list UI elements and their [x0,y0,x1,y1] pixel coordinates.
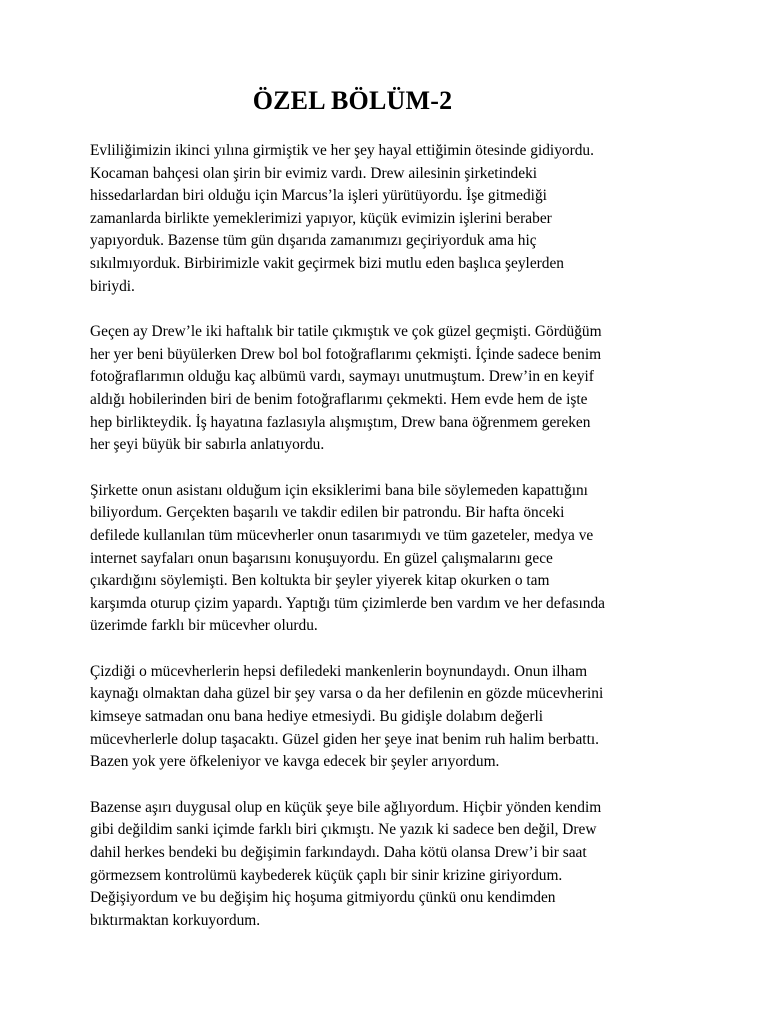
text-line: mücevherlerle dolup taşacaktı. Güzel giden her şeye inat benim ruh halim berbattı. [90,730,599,748]
text-line: hissedarlardan biri olduğu için Marcus’la işleri yürütüyordu. İşe gitmediği [90,187,547,205]
text-line: Değişiyordum ve bu değişim hiç hoşuma gitmiyordu çünkü onu kendimden [90,889,556,907]
text-line: dahil herkes bendeki bu değişimin farkındaydı. Daha kötü olansa Drew’i bir saat [90,844,587,862]
text-line: kaynağı olmaktan daha güzel bir şey varsa o da her defilenin en gözde mücevherini [90,685,604,703]
paragraph-5 [90,797,690,933]
text-line: kimseye satmadan onu bana hediye etmesiydi. Bu gidişle dolabım değerli [90,708,544,726]
document-body [90,140,690,955]
text-line: aldığı hobilerinden biri de benim fotoğraflarımı çekmekti. Hem evde hem de işte [90,390,588,408]
text-line: Bazense aşırı duygusal olup en küçük şeye bile ağlıyordum. Hiçbir yönden kendim [90,798,602,816]
text-line: gibi değildim sanki içimde farklı biri çıkmıştı. Ne yazık ki sadece ben değil, Drew [90,821,597,839]
text-line: Bazen yok yere öfkeleniyor ve kavga edecek bir şeyler arıyordum. [90,753,500,771]
text-line: hep birlikteydik. İş hayatına fazlasıyla alışmıştım, Drew bana öğrenmem gereken [90,413,591,431]
text-line: Geçen ay Drew’le iki haftalık bir tatile çıkmıştık ve çok güzel geçmişti. Gördüğüm [90,323,602,341]
text-line: Şirkette onun asistanı olduğum için eksiklerimi bana bile söylemeden kapattığını [90,481,588,499]
text-line: biliyordum. Gerçekten başarılı ve takdir edilen bir patrondu. Bir hafta önceki [90,504,565,522]
text-line: internet sayfaları onun başarısını konuşuyordu. En güzel çalışmalarını gece [90,549,553,567]
text-line: defilede kullanılan tüm mücevherler onun tasarımıydı ve tüm gazeteler, medya ve [90,526,594,544]
text-line: yapıyorduk. Bazense tüm gün dışarıda zamanımızı geçiriyorduk ama hiç [90,232,537,250]
paragraph-1 [90,140,690,298]
text-line: biriydi. [90,277,135,295]
paragraph-4 [90,661,690,774]
text-line: karşımda oturup çizim yapardı. Yaptığı tüm çizimlerde ben vardım ve her defasında [90,594,606,612]
text-line: her yer beni büyülerken Drew bol bol fotoğraflarımı çekmişti. İçinde sadece benim [90,345,602,363]
text-line: Çizdiği o mücevherlerin hepsi defiledeki mankenlerin boynundaydı. Onun ilham [90,662,588,680]
text-line: sıkılmıyorduk. Birbirimizle vakit geçirmek bizi mutlu eden başlıca şeylerden [90,254,564,272]
text-line: Kocaman bahçesi olan şirin bir evimiz vardı. Drew ailesinin şirketindeki [90,164,538,182]
text-line: fotoğraflarımın olduğu kaç albümü vardı, saymayı unutmuştum. Drew’in en keyif [90,368,594,386]
text-line: bıktırmaktan korkuyordum. [90,911,261,929]
paragraph-3 [90,480,690,638]
text-line: görmezsem kontrolümü kaybederek küçük çaplı bir sinir krizine giriyordum. [90,866,563,884]
text-line: üzerimde farklı bir mücevher olurdu. [90,617,318,635]
document-title: ÖZEL BÖLÜM-2 [252,86,453,115]
paragraph-2 [90,321,690,457]
text-line: çıkardığını söylemişti. Ben koltukta bir şeyler yiyerek kitap okurken o tam [90,572,550,590]
text-line: Evliliğimizin ikinci yılına girmiştik ve her şey hayal ettiğimin ötesinde gidiyordu. [90,142,594,159]
text-line: zamanlarda birlikte yemeklerimizi yapıyor, küçük evimizin işlerini beraber [90,209,552,227]
text-line: her şeyi büyük bir sabırla anlatıyordu. [90,436,325,454]
